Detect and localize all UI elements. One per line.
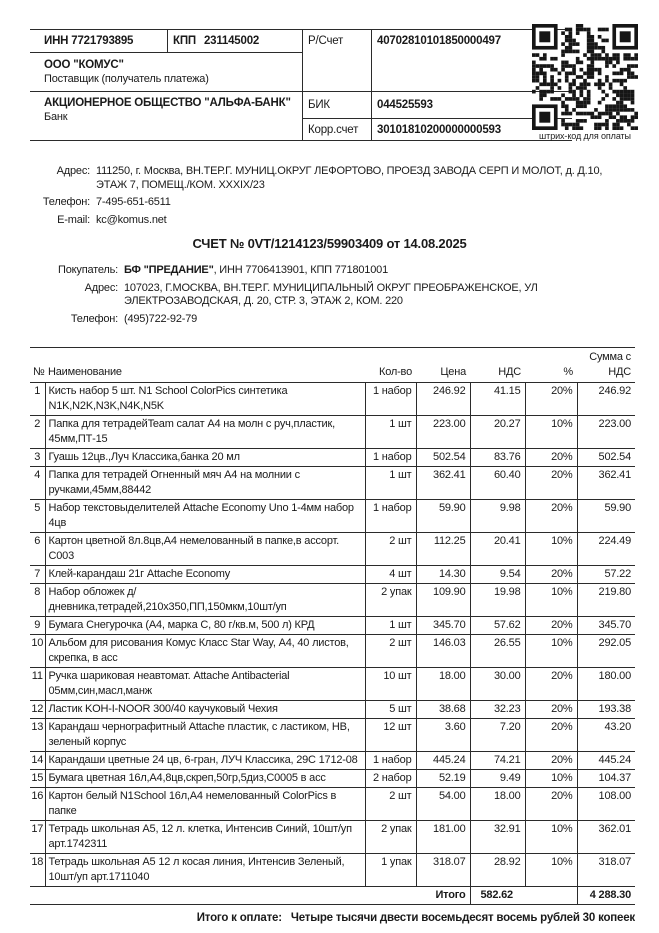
item-price: 109.90: [416, 584, 470, 617]
buyer-phone-label: Телефон:: [70, 312, 118, 325]
item-total: 219.80: [577, 584, 635, 617]
item-vat-percent: 20%: [525, 566, 577, 584]
item-vat-percent: 10%: [525, 416, 577, 449]
header-num: №: [30, 348, 45, 383]
header-qty: Кол-во: [365, 348, 416, 383]
phone-value: 7-495-651-6511: [96, 196, 171, 208]
buyer-name-row: [30, 264, 634, 278]
item-total: 193.38: [577, 701, 635, 719]
account-value: 40702810101850000497: [372, 30, 573, 92]
item-vat-percent: 10%: [525, 821, 577, 854]
item-vat-percent: 10%: [525, 533, 577, 566]
item-total: 43.20: [577, 719, 635, 752]
item-row: [30, 821, 635, 854]
item-vat-percent: 20%: [525, 383, 577, 416]
buyer-name: БФ "ПРЕДАНИЕ": [124, 264, 214, 276]
item-vat-percent: 10%: [525, 770, 577, 788]
buyer-phone-row: [30, 313, 634, 327]
supplier-bank-table: [30, 29, 572, 141]
item-name: Набор обложек д/дневника,тетрадей,210х350,ПП,150мкм,10шт/уп: [45, 584, 365, 617]
item-row: [30, 770, 635, 788]
totals-sum: 4 288.30: [577, 887, 635, 905]
item-number: 7: [30, 566, 45, 584]
item-vat-percent: 20%: [525, 668, 577, 701]
item-vat: 41.15: [470, 383, 525, 416]
item-vat: 57.62: [470, 617, 525, 635]
item-vat-percent: 20%: [525, 617, 577, 635]
item-qty: 1 шт: [365, 617, 416, 635]
item-number: 3: [30, 449, 45, 467]
qr-code-icon: [532, 24, 638, 130]
item-name: Папка для тетрадей Огненный мяч А4 на молнии с ручками,45мм,88442: [45, 467, 365, 500]
item-price: 3.60: [416, 719, 470, 752]
item-vat: 32.23: [470, 701, 525, 719]
item-name: Тетрадь школьная А5, 12 л. клетка, Интенсив Синий, 10шт/уп арт.1742311: [45, 821, 365, 854]
item-row: [30, 854, 635, 887]
item-price: 445.24: [416, 752, 470, 770]
buyer-address-row: [30, 282, 634, 309]
item-vat: 20.27: [470, 416, 525, 449]
item-qty: 5 шт: [365, 701, 416, 719]
item-row: [30, 449, 635, 467]
item-qty: 2 шт: [365, 533, 416, 566]
phone-label: Телефон:: [42, 196, 90, 208]
qr-caption: штрих-код для оплаты: [539, 131, 631, 141]
item-row: [30, 467, 635, 500]
item-price: 18.00: [416, 668, 470, 701]
supplier-inn: [30, 30, 168, 53]
item-name: Папка для тетрадейTeam салат А4 на молн с руч,пластик, 45мм,ПТ-15: [45, 416, 365, 449]
item-vat: 9.49: [470, 770, 525, 788]
supplier-name-cell: [30, 53, 303, 92]
item-vat: 60.40: [470, 467, 525, 500]
item-total: 104.37: [577, 770, 635, 788]
item-total: 108.00: [577, 788, 635, 821]
totals-label: Итого: [30, 887, 470, 905]
item-qty: 4 шт: [365, 566, 416, 584]
item-row: [30, 635, 635, 668]
item-vat: 18.00: [470, 788, 525, 821]
item-number: 12: [30, 701, 45, 719]
item-price: 146.03: [416, 635, 470, 668]
item-name: Тетрадь школьная А5 12 л косая линия, Интенсив Зеленый, 10шт/уп арт.1711040: [45, 854, 365, 887]
item-qty: 2 шт: [365, 788, 416, 821]
item-total: 180.00: [577, 668, 635, 701]
item-qty: 2 набор: [365, 770, 416, 788]
item-number: 5: [30, 500, 45, 533]
bank-role: Банк: [44, 111, 68, 123]
item-price: 223.00: [416, 416, 470, 449]
item-total: 57.22: [577, 566, 635, 584]
corr-account-value: 30101810200000000593: [372, 119, 573, 141]
item-number: 14: [30, 752, 45, 770]
address-value: 111250, г. Москва, ВН.ТЕР.Г. МУНИЦ.ОКРУГ ЛЕФОРТОВО, ПРОЕЗД ЗАВОДА СЕРП И МОЛОТ, д. Д.10, ЭТАЖ 7, ПОМЕЩ./КОМ. XXXIX/23: [96, 165, 603, 191]
item-vat: 28.92: [470, 854, 525, 887]
item-number: 1: [30, 383, 45, 416]
item-row: [30, 416, 635, 449]
item-vat: 7.20: [470, 719, 525, 752]
item-qty: 1 набор: [365, 449, 416, 467]
supplier-phone-row: [30, 196, 634, 210]
item-name: Гуашь 12цв.,Луч Классика,банка 20 мл: [45, 449, 365, 467]
buyer-name-value: [124, 264, 634, 278]
item-name: Картон цветной 8л.8цв,А4 немелованный в папке,в ассорт. С003: [45, 533, 365, 566]
item-total: 362.41: [577, 467, 635, 500]
item-number: 8: [30, 584, 45, 617]
items-table-footer: [30, 887, 635, 905]
item-total: 59.90: [577, 500, 635, 533]
item-price: 502.54: [416, 449, 470, 467]
item-number: 11: [30, 668, 45, 701]
item-number: 18: [30, 854, 45, 887]
corr-account-label: Корр.счет: [303, 119, 372, 141]
buyer-block: [30, 264, 634, 330]
bank-name-cell: [30, 92, 303, 141]
item-price: 345.70: [416, 617, 470, 635]
item-qty: 1 набор: [365, 383, 416, 416]
payment-qr-block: [531, 24, 639, 141]
supplier-address-row: [30, 165, 634, 192]
item-name: Бумага цветная 16л,А4,8цв,скреп,50гр,5диз,С0005 в асс: [45, 770, 365, 788]
item-row: [30, 566, 635, 584]
item-qty: 10 шт: [365, 668, 416, 701]
supplier-email-row: [30, 214, 634, 228]
item-vat: 74.21: [470, 752, 525, 770]
item-price: 38.68: [416, 701, 470, 719]
amount-in-words: Четыре тысячи двести восемьдесят восемь рублей 30 копеек: [290, 912, 635, 924]
item-number: 17: [30, 821, 45, 854]
item-total: 223.00: [577, 416, 635, 449]
item-total: 345.70: [577, 617, 635, 635]
item-row: [30, 383, 635, 416]
item-name: Кисть набор 5 шт. N1 School ColorPics синтетика N1K,N2K,N3K,N4K,N5K: [45, 383, 365, 416]
bank-name: АКЦИОНЕРНОЕ ОБЩЕСТВО "АЛЬФА-БАНК": [44, 97, 291, 109]
item-vat-percent: 20%: [525, 752, 577, 770]
item-number: 4: [30, 467, 45, 500]
supplier-contacts: [30, 165, 634, 231]
item-name: Клей-карандаш 21г Attache Economy: [45, 566, 365, 584]
item-vat: 26.55: [470, 635, 525, 668]
item-vat-percent: 20%: [525, 449, 577, 467]
items-table: [30, 347, 635, 905]
amount-due-line: [30, 912, 635, 924]
header-price: Цена: [416, 348, 470, 383]
item-vat-percent: 20%: [525, 788, 577, 821]
item-name: Бумага Снегурочка (А4, марка С, 80 г/кв.м, 500 л) КРД: [45, 617, 365, 635]
supplier-kpp: [168, 30, 303, 53]
item-qty: 2 упак: [365, 584, 416, 617]
item-price: 246.92: [416, 383, 470, 416]
item-qty: 2 упак: [365, 821, 416, 854]
address-label: Адрес:: [56, 165, 90, 177]
item-price: 362.41: [416, 467, 470, 500]
supplier-role: Поставщик (получатель платежа): [44, 73, 209, 85]
item-row: [30, 617, 635, 635]
item-price: 59.90: [416, 500, 470, 533]
invoice-title: СЧЕТ № 0VT/1214123/59903409 от 14.08.2025: [192, 236, 467, 251]
email-label: E-mail:: [57, 213, 90, 226]
item-vat: 20.41: [470, 533, 525, 566]
header-name: Наименование: [45, 348, 365, 383]
supplier-name: ООО "КОМУС": [44, 59, 124, 71]
item-number: 16: [30, 788, 45, 821]
totals-vat: 582.62: [470, 887, 577, 905]
item-total: 445.24: [577, 752, 635, 770]
item-row: [30, 584, 635, 617]
item-name: Карандаш чернографитный Attache пластик, с ластиком, HB, зеленый корпус: [45, 719, 365, 752]
item-total: 362.01: [577, 821, 635, 854]
inn-value: 7721793895: [71, 35, 134, 47]
item-row: [30, 500, 635, 533]
buyer-requisites: , ИНН 7706413901, КПП 771801001: [213, 264, 388, 276]
item-vat: 19.98: [470, 584, 525, 617]
item-total: 246.92: [577, 383, 635, 416]
items-table-header: [30, 348, 635, 383]
item-price: 318.07: [416, 854, 470, 887]
item-qty: 12 шт: [365, 719, 416, 752]
amount-due-label: Итого к оплате:: [196, 912, 282, 924]
item-vat-percent: 20%: [525, 500, 577, 533]
item-vat-percent: 10%: [525, 854, 577, 887]
item-qty: 1 набор: [365, 500, 416, 533]
item-number: 13: [30, 719, 45, 752]
bik-label: БИК: [303, 92, 372, 119]
inn-label: ИНН: [44, 35, 69, 47]
item-qty: 1 набор: [365, 752, 416, 770]
item-price: 14.30: [416, 566, 470, 584]
item-vat: 83.76: [470, 449, 525, 467]
item-number: 15: [30, 770, 45, 788]
item-total: 292.05: [577, 635, 635, 668]
item-number: 6: [30, 533, 45, 566]
item-qty: 1 шт: [365, 467, 416, 500]
item-vat-percent: 20%: [525, 467, 577, 500]
item-number: 10: [30, 635, 45, 668]
item-row: [30, 752, 635, 770]
item-price: 54.00: [416, 788, 470, 821]
item-row: [30, 668, 635, 701]
item-qty: 1 упак: [365, 854, 416, 887]
item-vat: 30.00: [470, 668, 525, 701]
buyer-phone-value: (495)722-92-79: [124, 312, 198, 325]
item-qty: 2 шт: [365, 635, 416, 668]
buyer-address-label: Адрес:: [84, 281, 118, 294]
email-value: kc@komus.net: [96, 213, 167, 226]
item-name: Картон белый N1School 16л,А4 немелованный ColorPics в папке: [45, 788, 365, 821]
item-vat-percent: 20%: [525, 701, 577, 719]
buyer-address-value: 107023, Г.МОСКВА, ВН.ТЕР.Г. МУНИЦИПАЛЬНЫЙ ОКРУГ ПРЕОБРАЖЕНСКОЕ, УЛ ЭЛЕКТРОЗАВОДСКАЯ, Д. 20, СТР. 3, ЭТАЖ 2, КОМ. 220: [124, 281, 538, 307]
item-row: [30, 719, 635, 752]
item-total: 318.07: [577, 854, 635, 887]
kpp-value: 231145002: [203, 35, 260, 47]
header-total: Сумма с НДС: [577, 348, 635, 383]
item-price: 112.25: [416, 533, 470, 566]
item-name: Альбом для рисования Комус Класс Star Way, А4, 40 листов, скрепка, в асс: [45, 635, 365, 668]
item-row: [30, 788, 635, 821]
item-vat: 9.54: [470, 566, 525, 584]
item-row: [30, 701, 635, 719]
item-number: 9: [30, 617, 45, 635]
totals-row: [30, 887, 635, 905]
item-vat-percent: 20%: [525, 719, 577, 752]
item-total: 224.49: [577, 533, 635, 566]
item-price: 52.19: [416, 770, 470, 788]
item-vat: 9.98: [470, 500, 525, 533]
item-price: 181.00: [416, 821, 470, 854]
item-qty: 1 шт: [365, 416, 416, 449]
header-vat-percent: %: [525, 348, 577, 383]
kpp-label: КПП: [173, 35, 196, 47]
items-table-body: [30, 383, 635, 887]
item-total: 502.54: [577, 449, 635, 467]
item-number: 2: [30, 416, 45, 449]
item-vat: 32.91: [470, 821, 525, 854]
item-vat-percent: 10%: [525, 584, 577, 617]
buyer-label: Покупатель:: [58, 264, 118, 276]
item-name: Набор текстовыделителей Attache Economy Uno 1-4мм набор 4цв: [45, 500, 365, 533]
item-name: Карандаши цветные 24 цв, 6-гран, ЛУЧ Классика, 29С 1712-08: [45, 752, 365, 770]
item-row: [30, 533, 635, 566]
bik-value: 044525593: [372, 92, 573, 119]
item-name: Ручка шариковая неавтомат. Attache Antibacterial 05мм,син,масл,манж: [45, 668, 365, 701]
account-label: Р/Счет: [303, 30, 372, 92]
item-vat-percent: 10%: [525, 635, 577, 668]
header-vat: НДС: [470, 348, 525, 383]
item-name: Ластик KOH-I-NOOR 300/40 каучуковый Чехия: [45, 701, 365, 719]
